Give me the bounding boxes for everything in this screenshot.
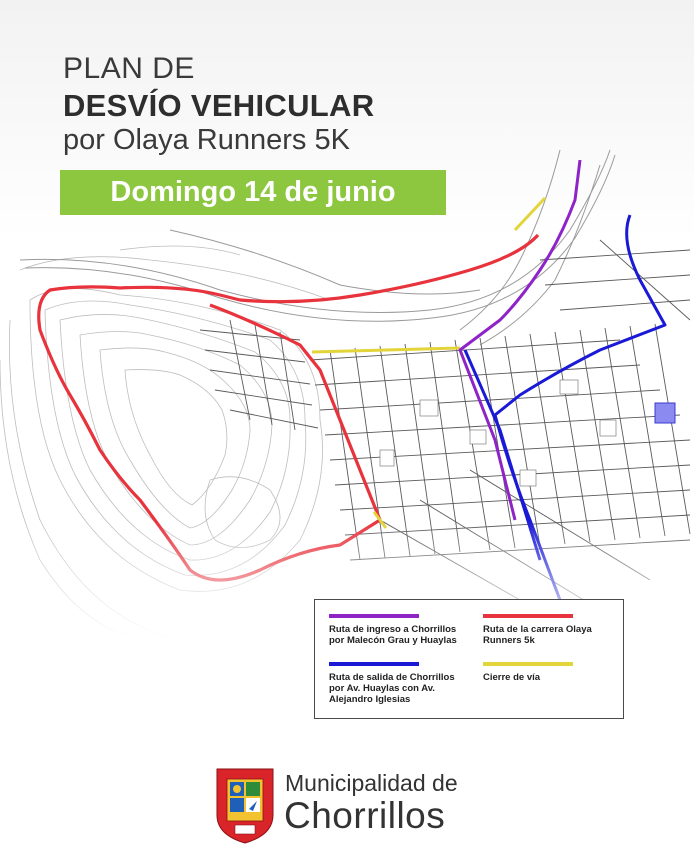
- legend-swatch-blue: [329, 662, 419, 666]
- date-label: Domingo 14 de junio: [110, 176, 396, 208]
- city-blocks: [380, 380, 616, 486]
- title-line-2: DESVÍO VEHICULAR: [63, 88, 375, 123]
- date-badge: [60, 170, 446, 215]
- municipality-name-line-2: Chorrillos: [284, 795, 446, 836]
- legend-item-exit-route: [329, 662, 469, 705]
- legend-swatch-yellow: [483, 662, 573, 666]
- legend-swatch-red: [483, 614, 573, 618]
- legend-label: Ruta de la carrera Olaya Runners 5k: [483, 624, 592, 646]
- legend-swatch-purple: [329, 614, 419, 618]
- title-line-1: PLAN DE: [63, 52, 195, 85]
- legend-label: Ruta de salida de Chorrillos por Av. Huaylas con Av. Alejandro Iglesias: [329, 672, 455, 705]
- legend-item-race-route: [483, 614, 623, 646]
- entry-route-purple: [460, 160, 580, 520]
- legend-item-entry-route: [329, 614, 469, 646]
- municipality-name-line-1: Municipalidad de: [285, 770, 458, 796]
- plaza-block: [655, 403, 675, 423]
- legend-item-closure: [483, 662, 623, 683]
- title-line-3: por Olaya Runners 5K: [63, 124, 350, 156]
- map-legend: [314, 599, 624, 719]
- municipality-crest-icon: [213, 765, 277, 845]
- legend-label: Ruta de ingreso a Chorrillos por Malecón Grau y Huaylas: [329, 624, 457, 646]
- legend-label: Cierre de vía: [483, 672, 541, 683]
